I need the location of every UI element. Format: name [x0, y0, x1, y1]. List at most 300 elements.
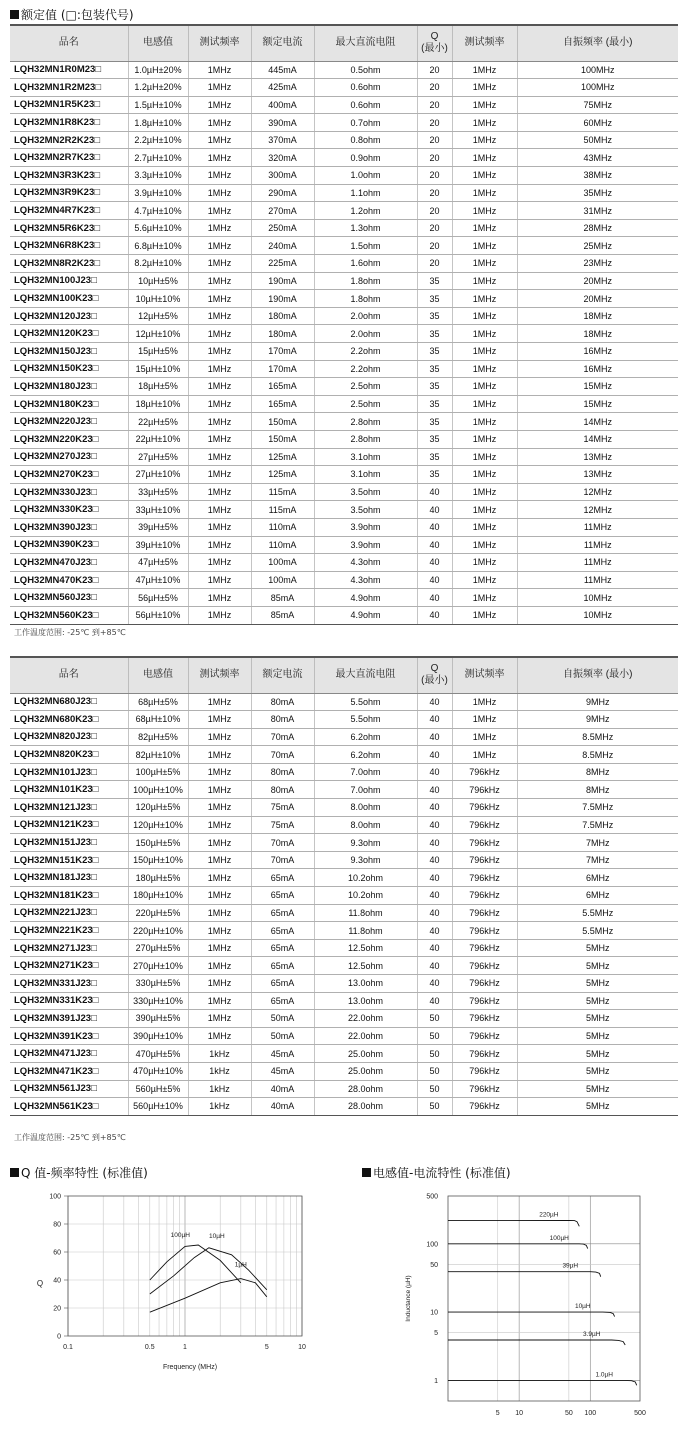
cell-q-min: 35 — [417, 343, 452, 361]
table-row — [10, 325, 678, 343]
y-tick-label: 500 — [426, 1193, 438, 1201]
series-line — [448, 1340, 625, 1345]
cell-part-number: LQH32MN560K23□ — [10, 606, 128, 624]
cell-q-min: 40 — [417, 606, 452, 624]
cell-max-dc-resistance: 3.5ohm — [314, 483, 417, 501]
cell-inductance: 100µH±5% — [128, 763, 188, 781]
cell-q-min: 40 — [417, 711, 452, 729]
y-tick-label: 10 — [430, 1309, 438, 1317]
cell-q-test-frequency: 1MHz — [452, 255, 517, 273]
cell-part-number: LQH32MN121K23□ — [10, 816, 128, 834]
cell-self-resonant-frequency: 100MHz — [517, 61, 678, 79]
cell-rated-current: 80mA — [251, 693, 314, 711]
cell-rated-current: 290mA — [251, 184, 314, 202]
cell-q-test-frequency: 1MHz — [452, 711, 517, 729]
cell-rated-current: 65mA — [251, 922, 314, 940]
cell-q-test-frequency: 796kHz — [452, 887, 517, 905]
cell-part-number: LQH32MN180J23□ — [10, 378, 128, 396]
cell-inductance: 33µH±5% — [128, 483, 188, 501]
table-row — [10, 483, 678, 501]
cell-inductance: 15µH±5% — [128, 343, 188, 361]
cell-self-resonant-frequency: 9MHz — [517, 693, 678, 711]
table-row — [10, 1010, 678, 1028]
cell-q-min: 40 — [417, 799, 452, 817]
cell-part-number: LQH32MN221J23□ — [10, 904, 128, 922]
inductance-current-chart — [390, 1186, 689, 1436]
cell-q-min: 20 — [417, 219, 452, 237]
cell-q-test-frequency: 1MHz — [452, 114, 517, 132]
cell-inductance: 68µH±10% — [128, 711, 188, 729]
cell-self-resonant-frequency: 5.5MHz — [517, 904, 678, 922]
table-row — [10, 237, 678, 255]
cell-inductance: 220µH±5% — [128, 904, 188, 922]
cell-q-min: 40 — [417, 554, 452, 572]
square-bullet-icon — [362, 1168, 371, 1177]
cell-inductance: 22µH±10% — [128, 430, 188, 448]
cell-max-dc-resistance: 9.3ohm — [314, 834, 417, 852]
cell-part-number: LQH32MN470J23□ — [10, 554, 128, 572]
series-label: 39µH — [562, 1262, 579, 1270]
table-row — [10, 957, 678, 975]
cell-test-frequency: 1MHz — [188, 413, 251, 431]
table-row — [10, 536, 678, 554]
cell-part-number: LQH32MN220J23□ — [10, 413, 128, 431]
cell-part-number: LQH32MN391K23□ — [10, 1027, 128, 1045]
x-tick-label: 500 — [634, 1410, 646, 1417]
cell-max-dc-resistance: 7.0ohm — [314, 763, 417, 781]
cell-test-frequency: 1MHz — [188, 1010, 251, 1028]
cell-inductance: 82µH±10% — [128, 746, 188, 764]
cell-max-dc-resistance: 6.2ohm — [314, 746, 417, 764]
series-line — [448, 1244, 588, 1249]
cell-rated-current: 75mA — [251, 816, 314, 834]
series-label: 100µH — [170, 1232, 190, 1239]
cell-max-dc-resistance: 10.2ohm — [314, 869, 417, 887]
cell-test-frequency: 1MHz — [188, 606, 251, 624]
cell-test-frequency: 1MHz — [188, 61, 251, 79]
cell-inductance: 56µH±10% — [128, 606, 188, 624]
cell-self-resonant-frequency: 6MHz — [517, 887, 678, 905]
cell-max-dc-resistance: 4.3ohm — [314, 571, 417, 589]
cell-test-frequency: 1kHz — [188, 1098, 251, 1116]
cell-test-frequency: 1MHz — [188, 518, 251, 536]
cell-test-frequency: 1MHz — [188, 763, 251, 781]
cell-q-min: 40 — [417, 746, 452, 764]
cell-q-test-frequency: 1MHz — [452, 448, 517, 466]
x-tick-label: 1 — [183, 1344, 187, 1351]
cell-inductance: 27µH±5% — [128, 448, 188, 466]
cell-max-dc-resistance: 28.0ohm — [314, 1080, 417, 1098]
cell-q-test-frequency: 1MHz — [452, 378, 517, 396]
cell-test-frequency: 1kHz — [188, 1045, 251, 1063]
series-label: 1.0µH — [595, 1371, 613, 1379]
cell-test-frequency: 1MHz — [188, 167, 251, 185]
cell-part-number: LQH32MN5R6K23□ — [10, 219, 128, 237]
cell-test-frequency: 1MHz — [188, 307, 251, 325]
cell-inductance: 270µH±5% — [128, 939, 188, 957]
cell-part-number: LQH32MN8R2K23□ — [10, 255, 128, 273]
table-row — [10, 589, 678, 607]
cell-rated-current: 70mA — [251, 851, 314, 869]
cell-q-min: 40 — [417, 851, 452, 869]
header-max-dc-resistance: 最大直流电阻 — [314, 25, 417, 61]
cell-self-resonant-frequency: 31MHz — [517, 202, 678, 220]
cell-test-frequency: 1MHz — [188, 904, 251, 922]
cell-inductance: 4.7µH±10% — [128, 202, 188, 220]
cell-self-resonant-frequency: 20MHz — [517, 290, 678, 308]
cell-q-min: 20 — [417, 131, 452, 149]
rated-values-title: 额定值 (□:包装代号) — [10, 7, 134, 23]
table-row — [10, 79, 678, 97]
cell-rated-current: 80mA — [251, 781, 314, 799]
table-row — [10, 184, 678, 202]
cell-inductance: 39µH±5% — [128, 518, 188, 536]
table-row — [10, 887, 678, 905]
cell-test-frequency: 1MHz — [188, 360, 251, 378]
cell-inductance: 1.0µH±20% — [128, 61, 188, 79]
cell-test-frequency: 1MHz — [188, 343, 251, 361]
cell-max-dc-resistance: 1.0ohm — [314, 167, 417, 185]
cell-self-resonant-frequency: 5MHz — [517, 992, 678, 1010]
cell-q-min: 35 — [417, 272, 452, 290]
cell-test-frequency: 1MHz — [188, 536, 251, 554]
cell-rated-current: 165mA — [251, 395, 314, 413]
cell-self-resonant-frequency: 16MHz — [517, 343, 678, 361]
cell-self-resonant-frequency: 14MHz — [517, 413, 678, 431]
table-row — [10, 746, 678, 764]
cell-rated-current: 150mA — [251, 430, 314, 448]
cell-q-min: 20 — [417, 79, 452, 97]
cell-rated-current: 45mA — [251, 1062, 314, 1080]
cell-part-number: LQH32MN390J23□ — [10, 518, 128, 536]
cell-max-dc-resistance: 2.2ohm — [314, 343, 417, 361]
cell-max-dc-resistance: 9.3ohm — [314, 851, 417, 869]
cell-q-min: 40 — [417, 518, 452, 536]
cell-self-resonant-frequency: 5MHz — [517, 957, 678, 975]
cell-max-dc-resistance: 1.1ohm — [314, 184, 417, 202]
cell-part-number: LQH32MN1R5K23□ — [10, 96, 128, 114]
cell-part-number: LQH32MN2R7K23□ — [10, 149, 128, 167]
cell-q-min: 40 — [417, 763, 452, 781]
cell-rated-current: 115mA — [251, 483, 314, 501]
cell-q-test-frequency: 1MHz — [452, 518, 517, 536]
cell-inductance: 8.2µH±10% — [128, 255, 188, 273]
cell-rated-current: 225mA — [251, 255, 314, 273]
cell-part-number: LQH32MN151K23□ — [10, 851, 128, 869]
cell-part-number: LQH32MN470K23□ — [10, 571, 128, 589]
y-tick-label: 50 — [430, 1261, 438, 1269]
cell-max-dc-resistance: 7.0ohm — [314, 781, 417, 799]
series-label: 3.9µH — [582, 1331, 601, 1339]
cell-inductance: 560µH±10% — [128, 1098, 188, 1116]
cell-max-dc-resistance: 3.9ohm — [314, 518, 417, 536]
cell-self-resonant-frequency: 13MHz — [517, 448, 678, 466]
cell-part-number: LQH32MN120K23□ — [10, 325, 128, 343]
cell-q-min: 40 — [417, 975, 452, 993]
cell-max-dc-resistance: 12.5ohm — [314, 957, 417, 975]
table-row — [10, 728, 678, 746]
cell-max-dc-resistance: 1.5ohm — [314, 237, 417, 255]
cell-q-test-frequency: 1MHz — [452, 290, 517, 308]
table-row — [10, 255, 678, 273]
cell-max-dc-resistance: 1.2ohm — [314, 202, 417, 220]
cell-q-min: 50 — [417, 1027, 452, 1045]
cell-test-frequency: 1MHz — [188, 851, 251, 869]
cell-q-test-frequency: 796kHz — [452, 851, 517, 869]
cell-q-test-frequency: 796kHz — [452, 763, 517, 781]
cell-max-dc-resistance: 22.0ohm — [314, 1010, 417, 1028]
cell-inductance: 33µH±10% — [128, 501, 188, 519]
cell-q-min: 20 — [417, 184, 452, 202]
cell-self-resonant-frequency: 35MHz — [517, 184, 678, 202]
cell-part-number: LQH32MN471J23□ — [10, 1045, 128, 1063]
cell-q-min: 35 — [417, 448, 452, 466]
cell-inductance: 47µH±5% — [128, 554, 188, 572]
cell-test-frequency: 1MHz — [188, 325, 251, 343]
cell-q-test-frequency: 796kHz — [452, 869, 517, 887]
cell-q-test-frequency: 796kHz — [452, 799, 517, 817]
cell-rated-current: 85mA — [251, 606, 314, 624]
cell-max-dc-resistance: 8.0ohm — [314, 799, 417, 817]
cell-part-number: LQH32MN100J23□ — [10, 272, 128, 290]
cell-q-min: 50 — [417, 1080, 452, 1098]
cell-max-dc-resistance: 4.3ohm — [314, 554, 417, 572]
cell-rated-current: 250mA — [251, 219, 314, 237]
cell-q-min: 35 — [417, 325, 452, 343]
cell-part-number: LQH32MN1R0M23□ — [10, 61, 128, 79]
cell-test-frequency: 1MHz — [188, 501, 251, 519]
cell-self-resonant-frequency: 25MHz — [517, 237, 678, 255]
cell-test-frequency: 1MHz — [188, 202, 251, 220]
cell-rated-current: 115mA — [251, 501, 314, 519]
table-row — [10, 430, 678, 448]
cell-part-number: LQH32MN331K23□ — [10, 992, 128, 1010]
cell-q-min: 50 — [417, 1010, 452, 1028]
table-row — [10, 413, 678, 431]
cell-q-min: 40 — [417, 939, 452, 957]
cell-part-number: LQH32MN680K23□ — [10, 711, 128, 729]
cell-self-resonant-frequency: 7MHz — [517, 851, 678, 869]
cell-self-resonant-frequency: 7.5MHz — [517, 816, 678, 834]
cell-q-min: 40 — [417, 904, 452, 922]
cell-self-resonant-frequency: 7MHz — [517, 834, 678, 852]
cell-inductance: 39µH±10% — [128, 536, 188, 554]
cell-q-min: 50 — [417, 1062, 452, 1080]
cell-rated-current: 65mA — [251, 904, 314, 922]
cell-inductance: 47µH±10% — [128, 571, 188, 589]
table-row — [10, 869, 678, 887]
cell-rated-current: 240mA — [251, 237, 314, 255]
cell-max-dc-resistance: 11.8ohm — [314, 904, 417, 922]
cell-q-min: 20 — [417, 255, 452, 273]
cell-test-frequency: 1MHz — [188, 834, 251, 852]
cell-part-number: LQH32MN221K23□ — [10, 922, 128, 940]
header-inductance: 电感值 — [128, 25, 188, 61]
cell-inductance: 5.6µH±10% — [128, 219, 188, 237]
cell-q-min: 35 — [417, 413, 452, 431]
x-tick-label: 5 — [495, 1410, 500, 1417]
table-row — [10, 518, 678, 536]
square-bullet-icon — [10, 1168, 19, 1177]
cell-rated-current: 80mA — [251, 711, 314, 729]
plot-frame — [448, 1196, 640, 1401]
series-line — [150, 1248, 267, 1294]
table-row — [10, 448, 678, 466]
cell-q-min: 40 — [417, 571, 452, 589]
cell-q-min: 40 — [417, 536, 452, 554]
table-row — [10, 501, 678, 519]
cell-inductance: 3.3µH±10% — [128, 167, 188, 185]
header-q-test-frequency: 测试频率 — [452, 657, 517, 693]
cell-q-test-frequency: 1MHz — [452, 554, 517, 572]
cell-rated-current: 40mA — [251, 1080, 314, 1098]
cell-inductance: 1.8µH±10% — [128, 114, 188, 132]
cell-inductance: 27µH±10% — [128, 466, 188, 484]
cell-q-min: 35 — [417, 290, 452, 308]
cell-test-frequency: 1MHz — [188, 589, 251, 607]
table-row — [10, 1080, 678, 1098]
table-row — [10, 307, 678, 325]
cell-part-number: LQH32MN270J23□ — [10, 448, 128, 466]
cell-inductance: 18µH±10% — [128, 395, 188, 413]
cell-self-resonant-frequency: 7.5MHz — [517, 799, 678, 817]
cell-test-frequency: 1MHz — [188, 922, 251, 940]
cell-q-test-frequency: 1MHz — [452, 272, 517, 290]
cell-q-min: 40 — [417, 957, 452, 975]
header-rated-current: 额定电流 — [251, 657, 314, 693]
header-self-resonant-frequency: 自振频率 (最小) — [517, 657, 678, 693]
table-row — [10, 711, 678, 729]
cell-self-resonant-frequency: 23MHz — [517, 255, 678, 273]
cell-q-min: 20 — [417, 61, 452, 79]
cell-q-min: 20 — [417, 114, 452, 132]
cell-part-number: LQH32MN181J23□ — [10, 869, 128, 887]
cell-self-resonant-frequency: 11MHz — [517, 571, 678, 589]
cell-inductance: 22µH±5% — [128, 413, 188, 431]
cell-q-min: 20 — [417, 237, 452, 255]
cell-part-number: LQH32MN3R3K23□ — [10, 167, 128, 185]
cell-inductance: 150µH±10% — [128, 851, 188, 869]
cell-q-test-frequency: 796kHz — [452, 992, 517, 1010]
cell-test-frequency: 1MHz — [188, 711, 251, 729]
cell-max-dc-resistance: 13.0ohm — [314, 975, 417, 993]
cell-inductance: 10µH±5% — [128, 272, 188, 290]
table-row — [10, 1098, 678, 1116]
cell-test-frequency: 1MHz — [188, 395, 251, 413]
cell-q-test-frequency: 1MHz — [452, 606, 517, 624]
cell-max-dc-resistance: 2.5ohm — [314, 395, 417, 413]
cell-self-resonant-frequency: 5MHz — [517, 1010, 678, 1028]
cell-rated-current: 70mA — [251, 746, 314, 764]
cell-test-frequency: 1MHz — [188, 816, 251, 834]
header-q-min: Q (最小) — [417, 25, 452, 61]
cell-rated-current: 85mA — [251, 589, 314, 607]
q-frequency-chart — [20, 1186, 320, 1386]
header-part-number: 品名 — [10, 25, 128, 61]
table-row — [10, 167, 678, 185]
cell-self-resonant-frequency: 8.5MHz — [517, 746, 678, 764]
cell-part-number: LQH32MN680J23□ — [10, 693, 128, 711]
cell-part-number: LQH32MN120J23□ — [10, 307, 128, 325]
cell-q-min: 40 — [417, 922, 452, 940]
y-tick-label: 1 — [434, 1377, 438, 1385]
cell-q-test-frequency: 1MHz — [452, 360, 517, 378]
cell-part-number: LQH32MN6R8K23□ — [10, 237, 128, 255]
cell-test-frequency: 1MHz — [188, 184, 251, 202]
cell-self-resonant-frequency: 11MHz — [517, 554, 678, 572]
table-row — [10, 272, 678, 290]
cell-rated-current: 170mA — [251, 343, 314, 361]
cell-part-number: LQH32MN271J23□ — [10, 939, 128, 957]
cell-rated-current: 70mA — [251, 728, 314, 746]
header-test-frequency: 测试频率 — [188, 25, 251, 61]
cell-test-frequency: 1MHz — [188, 746, 251, 764]
cell-inductance: 180µH±10% — [128, 887, 188, 905]
cell-self-resonant-frequency: 15MHz — [517, 395, 678, 413]
cell-max-dc-resistance: 0.5ohm — [314, 61, 417, 79]
cell-q-min: 40 — [417, 887, 452, 905]
cell-q-test-frequency: 1MHz — [452, 728, 517, 746]
cell-max-dc-resistance: 2.8ohm — [314, 430, 417, 448]
cell-q-test-frequency: 796kHz — [452, 1027, 517, 1045]
cell-q-test-frequency: 796kHz — [452, 781, 517, 799]
cell-part-number: LQH32MN820J23□ — [10, 728, 128, 746]
cell-inductance: 82µH±5% — [128, 728, 188, 746]
table-row — [10, 554, 678, 572]
cell-rated-current: 390mA — [251, 114, 314, 132]
cell-q-test-frequency: 796kHz — [452, 1010, 517, 1028]
cell-q-min: 35 — [417, 307, 452, 325]
cell-max-dc-resistance: 22.0ohm — [314, 1027, 417, 1045]
cell-max-dc-resistance: 0.9ohm — [314, 149, 417, 167]
table-row — [10, 975, 678, 993]
series-label: 100µH — [549, 1234, 569, 1242]
series-line — [448, 1380, 637, 1385]
x-axis-label: Frequency (MHz) — [162, 1364, 218, 1371]
cell-q-test-frequency: 1MHz — [452, 237, 517, 255]
header-part-number: 品名 — [10, 657, 128, 693]
cell-test-frequency: 1MHz — [188, 114, 251, 132]
cell-part-number: LQH32MN471K23□ — [10, 1062, 128, 1080]
cell-test-frequency: 1kHz — [188, 1062, 251, 1080]
cell-self-resonant-frequency: 9MHz — [517, 711, 678, 729]
cell-rated-current: 150mA — [251, 413, 314, 431]
cell-q-test-frequency: 1MHz — [452, 131, 517, 149]
rated-values-table-2 — [10, 656, 678, 1116]
cell-rated-current: 110mA — [251, 518, 314, 536]
cell-q-min: 50 — [417, 1098, 452, 1116]
cell-inductance: 2.2µH±10% — [128, 131, 188, 149]
cell-rated-current: 110mA — [251, 536, 314, 554]
cell-max-dc-resistance: 4.9ohm — [314, 589, 417, 607]
y-axis-label: Q — [36, 1279, 44, 1288]
series-line — [448, 1272, 601, 1277]
header-test-frequency: 测试频率 — [188, 657, 251, 693]
cell-q-min: 40 — [417, 816, 452, 834]
cell-inductance: 15µH±10% — [128, 360, 188, 378]
cell-rated-current: 50mA — [251, 1010, 314, 1028]
cell-q-min: 40 — [417, 781, 452, 799]
cell-part-number: LQH32MN390K23□ — [10, 536, 128, 554]
cell-max-dc-resistance: 4.9ohm — [314, 606, 417, 624]
cell-part-number: LQH32MN1R8K23□ — [10, 114, 128, 132]
cell-q-min: 20 — [417, 96, 452, 114]
cell-max-dc-resistance: 2.8ohm — [314, 413, 417, 431]
cell-self-resonant-frequency: 38MHz — [517, 167, 678, 185]
cell-max-dc-resistance: 13.0ohm — [314, 992, 417, 1010]
cell-max-dc-resistance: 0.8ohm — [314, 131, 417, 149]
cell-max-dc-resistance: 1.8ohm — [314, 272, 417, 290]
